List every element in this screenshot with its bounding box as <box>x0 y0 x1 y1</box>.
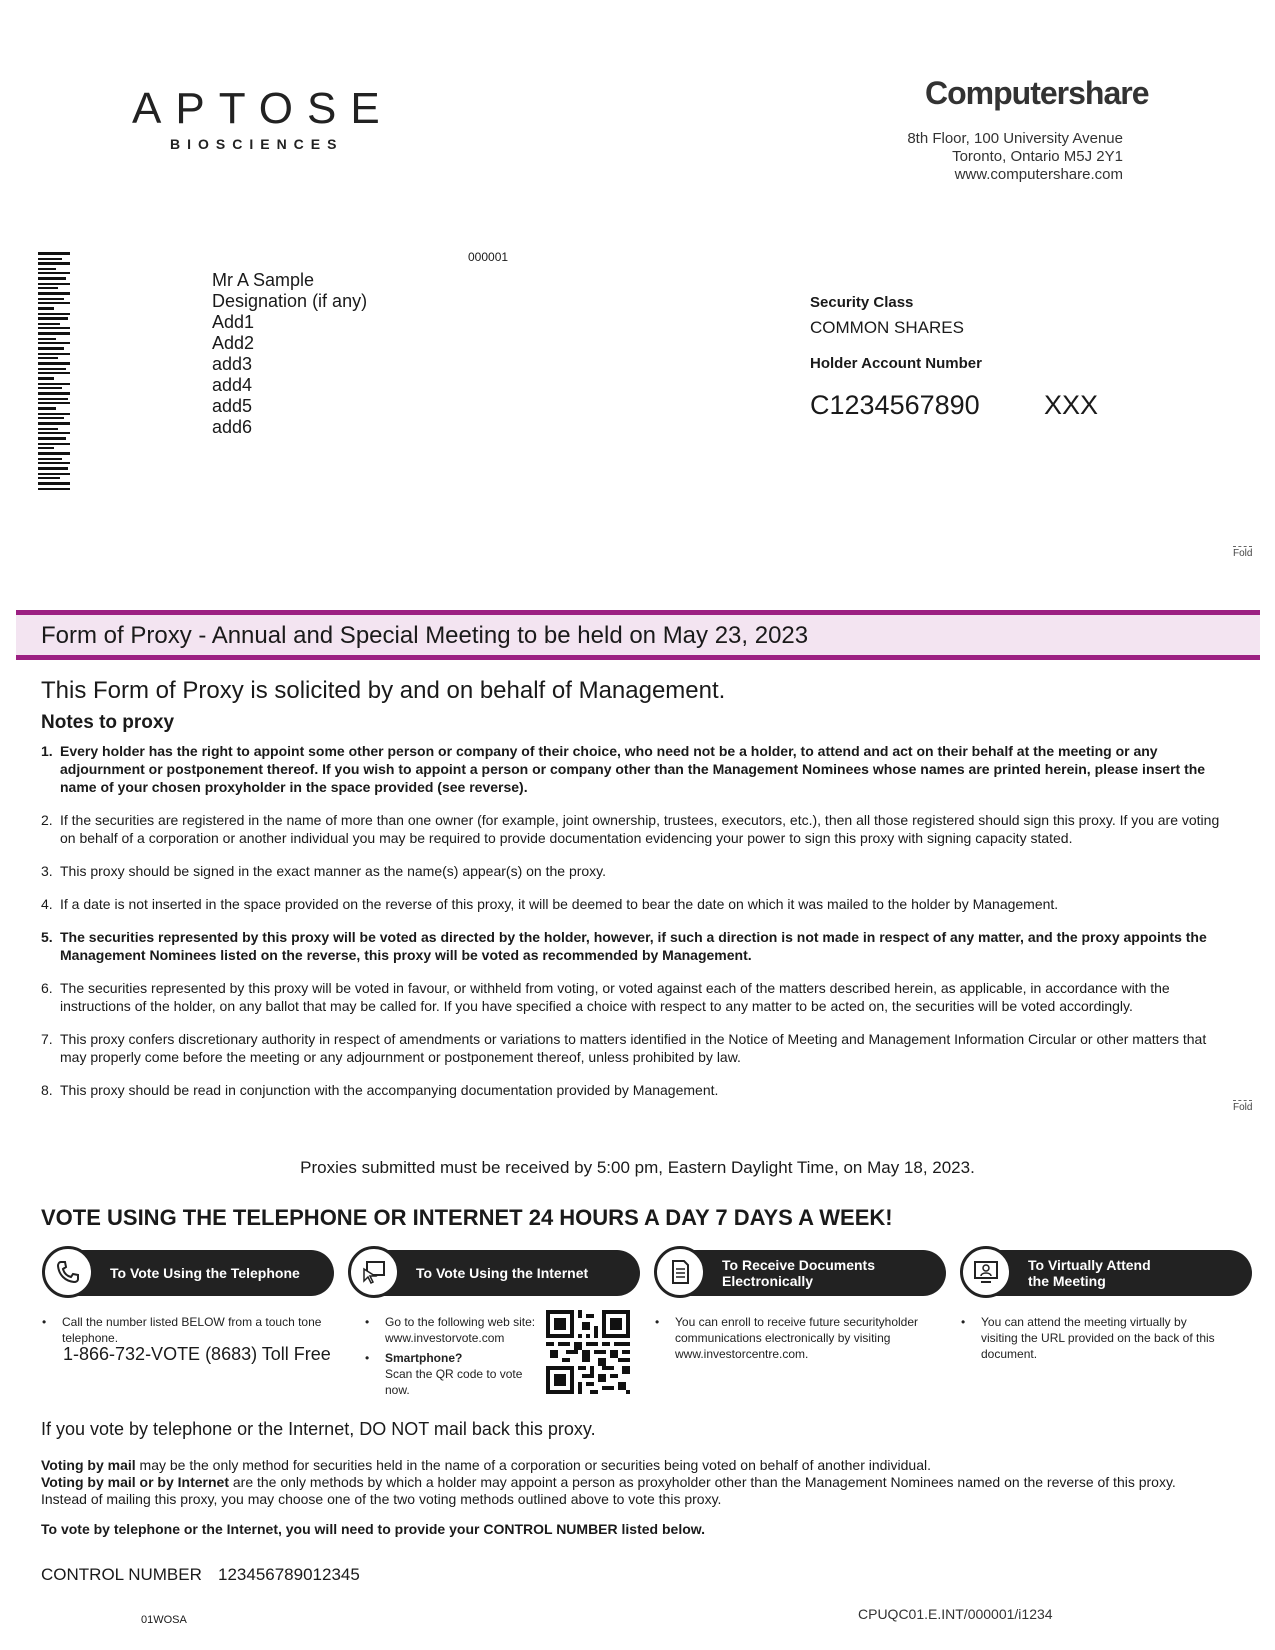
note-number: 3. <box>41 863 53 879</box>
agent-address <box>907 130 1123 184</box>
smartphone-instructions: • Smartphone? Scan the QR code to vote now. <box>365 1351 523 1397</box>
telephone-instructions: • Call the number listed BELOW from a touch tone telephone. <box>42 1315 322 1345</box>
telephone-text: Call the number listed BELOW from a touch tone telephone. <box>62 1315 322 1345</box>
mail-note-line: Instead of mailing this proxy, you may choose one of the two voting methods outlined above to vote this proxy. <box>41 1491 722 1507</box>
address-line: add4 <box>212 375 253 395</box>
notes-list <box>41 742 1231 1114</box>
fold-mark: Fold <box>1233 1102 1253 1113</box>
note-item <box>41 811 1231 847</box>
submission-deadline: Proxies submitted must be received by 5:00 pm, Eastern Daylight Time, on May 18, 2023. <box>300 1158 975 1177</box>
mail-note-line <box>41 1457 1241 1474</box>
computershare-logo: Computershare <box>925 75 1149 111</box>
attend-instructions: • You can attend the meeting virtually by visiting the URL provided on the back of this document. <box>961 1315 1215 1361</box>
voting-by-mail-notes <box>41 1457 1241 1508</box>
attend-method-header <box>964 1250 1252 1296</box>
document-icon <box>654 1246 706 1298</box>
attend-label-line: the Meeting <box>1028 1273 1106 1289</box>
holder-account-label: Holder Account Number <box>810 355 982 372</box>
note-number: 2. <box>41 812 53 828</box>
cursor-monitor-icon <box>348 1246 400 1298</box>
security-class-value: COMMON SHARES <box>810 318 964 337</box>
holder-account-suffix: XXX <box>1044 390 1099 420</box>
address-line: Add2 <box>212 333 255 353</box>
address-line: add6 <box>212 417 253 437</box>
note-number: 8. <box>41 1082 53 1098</box>
note-text: Every holder has the right to appoint some other person or company of their choice, who need not be a holder, to attend and act on their behalf at the meeting or any adjournment or postponement thereof. If you wish to appoint a person or company other than the Management Nominees whose names are printed herein, please insert the name of your chosen proxyholder in the space provided (see reverse). <box>60 743 1206 795</box>
mail-note-text: are the only methods by which a holder may appoint a person as proxyholder other than the Management Nominees named on the reverse of this proxy. <box>228 1474 1176 1490</box>
documents-method-label <box>722 1256 942 1290</box>
note-text: If a date is not inserted in the space provided on the reverse of this proxy, it will be deemed to bear the date on which it was mailed to the holder by Management. <box>60 896 1059 912</box>
telephone-method-label: To Vote Using the Telephone <box>110 1265 300 1281</box>
document-reference: CPUQC01.E.INT/000001/i1234 <box>858 1606 1053 1622</box>
telephone-number: 1-866-732-VOTE (8683) Toll Free <box>63 1344 331 1364</box>
note-text: This proxy should be signed in the exact manner as the name(s) appear(s) on the proxy. <box>60 863 607 879</box>
note-item <box>41 862 1231 880</box>
mail-note-bold: Voting by mail <box>41 1457 136 1473</box>
fold-mark: Fold <box>1233 548 1253 559</box>
note-item <box>41 895 1231 913</box>
sequence-number: 000001 <box>468 250 509 264</box>
telephone-icon <box>42 1246 94 1298</box>
postal-barcode <box>38 252 70 492</box>
form-code: 01WOSA <box>141 1614 187 1626</box>
vote-heading: VOTE USING THE TELEPHONE OR INTERNET 24 HOURS A DAY 7 DAYS A WEEK! <box>41 1205 893 1230</box>
documents-label-line: To Receive Documents <box>722 1257 876 1273</box>
note-number: 7. <box>41 1031 53 1047</box>
security-class-label: Security Class <box>810 294 914 311</box>
agent-address-line: 8th Floor, 100 University Avenue <box>907 130 1123 147</box>
note-item <box>41 1081 1231 1099</box>
attend-label-line: To Virtually Attend <box>1028 1257 1151 1273</box>
note-number: 1. <box>41 743 53 759</box>
note-number: 6. <box>41 980 53 996</box>
note-text: The securities represented by this proxy will be voted as directed by the holder, however, if such a direction is not made in respect of any matter, and the proxy appoints the Management Nominees listed on the reverse, this proxy will be voted as recommended by Management. <box>60 929 1207 963</box>
virtual-attendee-icon <box>960 1246 1012 1298</box>
attend-text: You can attend the meeting virtually by visiting the URL provided on the back of this document. <box>981 1315 1215 1361</box>
documents-text: You can enroll to receive future securityholder communications electronically by visiting www.investorcentre.com. <box>675 1315 919 1361</box>
documents-method-header <box>658 1250 946 1296</box>
note-item <box>41 979 1231 1015</box>
attend-method-label <box>1028 1256 1248 1290</box>
address-line: Designation (if any) <box>212 291 368 311</box>
control-number-value: 123456789012345 <box>218 1565 360 1584</box>
control-number-instruction: To vote by telephone or the Internet, you will need to provide your CONTROL NUMBER listed below. <box>41 1521 706 1537</box>
control-number-label: CONTROL NUMBER <box>41 1565 202 1584</box>
address-line: Add1 <box>212 312 255 332</box>
documents-instructions: • You can enroll to receive future securityholder communications electronically by visiting www.investorcentre.com. <box>655 1315 919 1361</box>
note-number: 5. <box>41 929 53 945</box>
internet-url[interactable]: www.investorvote.com <box>385 1331 505 1345</box>
notes-heading: Notes to proxy <box>41 712 175 733</box>
mail-note-text: may be the only method for securities held in the name of a corporation or securities being voted on behalf of another individual. <box>135 1457 932 1473</box>
mail-note-bold: Voting by mail or by Internet <box>41 1474 229 1490</box>
internet-method-header <box>352 1250 640 1296</box>
documents-label-line: Electronically <box>722 1273 814 1289</box>
mail-note-line <box>41 1474 1241 1491</box>
telephone-method-header <box>46 1250 334 1296</box>
agent-address-line: www.computershare.com <box>954 166 1123 183</box>
internet-text: Go to the following web site: <box>385 1315 536 1329</box>
internet-method-label: To Vote Using the Internet <box>416 1265 589 1281</box>
note-item <box>41 742 1231 796</box>
note-item <box>41 1030 1231 1066</box>
holder-address <box>212 270 367 438</box>
internet-instructions: • Go to the following web site: www.investorvote.com <box>365 1315 536 1345</box>
note-text: If the securities are registered in the name of more than one owner (for example, joint ownership, trustees, executors, etc.), then all those registered should sign this proxy. If you are voting on behalf of a corporation or another individual you may be required to provide documentation evidencing your power to sign this proxy with signing capacity stated. <box>60 812 1220 846</box>
address-line: add3 <box>212 354 253 374</box>
note-text: The securities represented by this proxy will be voted in favour, or withheld from voting, or voted against each of the matters described herein, as applicable, in accordance with the instructions of the holder, on any ballot that may be called for. If you have specified a choice with respect to any matter to be acted on, the securities will be voted accordingly. <box>60 980 1170 1014</box>
agent-address-line: Toronto, Ontario M5J 2Y1 <box>952 148 1123 165</box>
note-text: This proxy confers discretionary authority in respect of amendments or variations to matters identified in the Notice of Meeting and Management Information Circular or other matters that may properly come before the meeting or any adjournment or postponement thereof, unless prohibited by law. <box>60 1031 1207 1065</box>
solicitation-heading: This Form of Proxy is solicited by and on behalf of Management. <box>41 677 726 704</box>
aptose-logo-subtitle: BIOSCIENCES <box>170 136 344 152</box>
address-line: Mr A Sample <box>212 270 315 290</box>
smartphone-label: Smartphone? <box>385 1351 463 1365</box>
form-title: Form of Proxy - Annual and Special Meeting to be held on May 23, 2023 <box>41 622 809 649</box>
do-not-mail-notice: If you vote by telephone or the Internet, DO NOT mail back this proxy. <box>41 1419 596 1439</box>
note-number: 4. <box>41 896 53 912</box>
aptose-logo: APTOSE <box>132 84 394 133</box>
holder-account-number: C1234567890 <box>810 390 980 420</box>
address-line: add5 <box>212 396 253 416</box>
note-item <box>41 928 1231 964</box>
qr-code[interactable] <box>546 1310 630 1394</box>
note-text: This proxy should be read in conjunction with the accompanying documentation provided by Management. <box>60 1082 719 1098</box>
smartphone-text: Scan the QR code to vote now. <box>385 1367 523 1397</box>
